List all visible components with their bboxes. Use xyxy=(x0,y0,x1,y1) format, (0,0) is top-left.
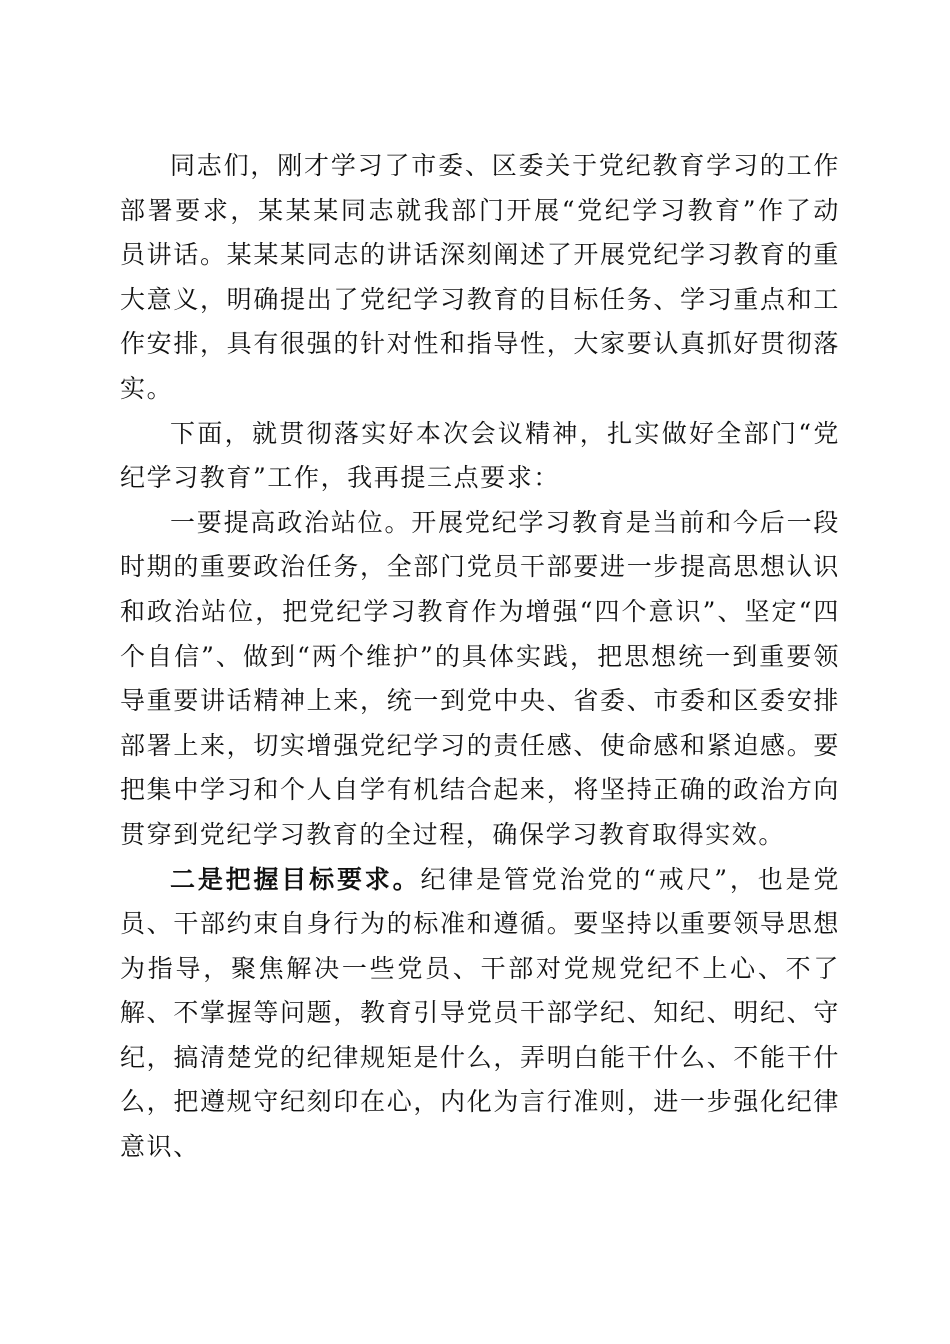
paragraph-lead-heading: 二是把握目标要求。 xyxy=(170,864,421,894)
paragraph-transition xyxy=(120,412,840,501)
document-body xyxy=(120,144,840,1170)
paragraph-text: 一要提高政治站位。开展党纪学习教育是当前和今后一段时期的重要政治任务，全部门党员干部要进一步提高思想认识和政治站位，把党纪学习教育作为增强“四个意识”、坚定“四个自信”、做到“两个维护”的具体实践，把思想统一到重要领导重要讲话精神上来，统一到党中央、省委、市委和区委安排部署上来，切实增强党纪学习的责任感、使命感和紧迫感。要把集中学习和个人自学有机结合起来，将坚持正确的政治方向贯穿到党纪学习教育的全过程，确保学习教育取得实效。 xyxy=(120,507,840,849)
paragraph-text: 纪律是管党治党的“戒尺”，也是党员、干部约束自身行为的标准和遵循。要坚持以重要领导思想为指导，聚焦解决一些党员、干部对党规党纪不上心、不了解、不掌握等问题，教育引导党员干部学纪、知纪、明纪、守纪，搞清楚党的纪律规矩是什么，弄明白能干什么、不能干什么，把遵规守纪刻印在心，内化为言行准则，进一步强化纪律意识、 xyxy=(120,864,840,1162)
paragraph-opening xyxy=(120,144,840,412)
paragraph-requirement-two xyxy=(120,858,840,1170)
paragraph-text: 同志们，刚才学习了市委、区委关于党纪教育学习的工作部署要求，某某某同志就我部门开展“党纪学习教育”作了动员讲话。某某某同志的讲话深刻阐述了开展党纪学习教育的重大意义，明确提出了党纪学习教育的目标任务、学习重点和工作安排，具有很强的针对性和指导性，大家要认真抓好贯彻落实。 xyxy=(120,151,840,403)
paragraph-requirement-one xyxy=(120,501,840,858)
paragraph-text: 下面，就贯彻落实好本次会议精神，扎实做好全部门“党纪学习教育”工作，我再提三点要求： xyxy=(120,418,840,493)
